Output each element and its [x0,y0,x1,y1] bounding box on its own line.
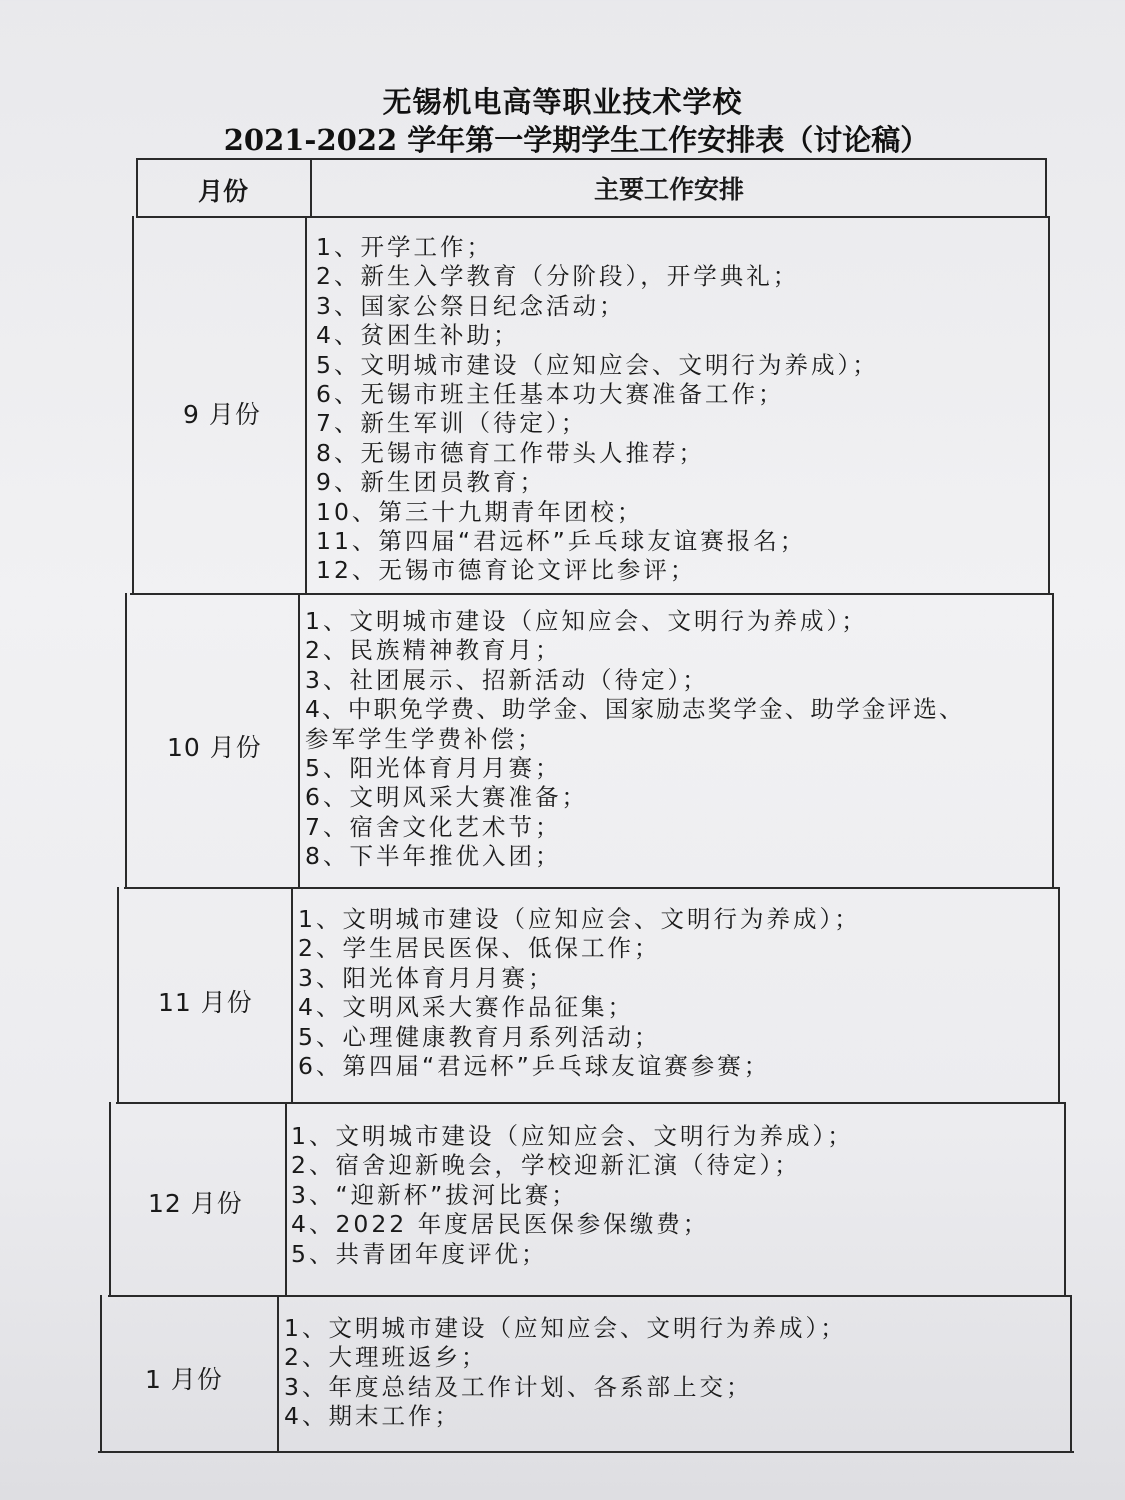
list-item: 5、阳光体育月月赛； [305,754,562,783]
table-left-border-6 [100,1295,102,1453]
list-item: 3、年度总结及工作计划、各系部上交； [284,1372,753,1401]
table-left-border-5 [109,1102,111,1297]
table-right-border-6 [1070,1295,1072,1453]
list-item: 5、共青团年度评优； [291,1239,548,1268]
header-month: 月份 [198,177,249,206]
header-work-arrangements: 主要工作安排 [594,175,745,204]
list-item: 1、文明城市建设（应知应会、文明行为养成）； [284,1314,847,1342]
column-divider-6 [277,1295,279,1453]
items-november [298,905,861,1081]
items-october [305,607,965,872]
list-item: 3、阳光体育月月赛； [298,963,555,992]
month-november: 11 月份 [158,988,253,1017]
list-item: 4、文明风采大赛作品征集； [298,993,634,1022]
list-item: 4、2022 年度居民医保参保缴费； [291,1210,710,1239]
table-right-border-4 [1058,887,1060,1104]
list-item: 10、第三十九期青年团校； [316,497,644,526]
list-item: 2、学生居民医保、低保工作； [298,934,661,963]
month-december: 12 月份 [148,1189,243,1218]
column-divider-4 [291,887,293,1104]
document-title-schedule: 2021-2022 学年第一学期学生工作安排表（讨论稿） [223,123,930,157]
column-divider-2 [305,216,307,595]
list-item: 7、新生军训（待定）； [316,409,588,438]
table-top-border [138,158,1046,160]
table-right-border-5 [1064,1102,1066,1297]
table-left-border-4 [117,887,119,1104]
list-item: 2、民族精神教育月； [305,636,562,665]
table-header-bottom-border [136,216,1048,218]
column-divider-1 [310,158,312,218]
list-item: 4、贫困生补助； [316,321,520,350]
table-bottom-border [98,1451,1074,1453]
month-september: 9 月份 [183,400,261,429]
table-left-border-3 [125,593,127,889]
list-item: 4、期末工作； [284,1402,461,1431]
list-item: 6、文明风采大赛准备； [305,783,588,812]
list-item: 8、下半年推优入团； [305,842,562,871]
table-left-border [136,158,138,218]
list-item: 3、国家公祭日纪念活动； [316,291,626,320]
list-item: 11、第四届“君远杯”乒乓球友谊赛报名； [316,527,807,556]
document-title-school: 无锡机电高等职业技术学校 [382,85,743,119]
list-item: 9、新生团员教育； [316,468,546,497]
list-item: 2、新生入学教育（分阶段），开学典礼； [316,262,800,291]
list-item: 5、文明城市建设（应知应会、文明行为养成）； [316,350,879,379]
list-item: 3、“迎新杯”拔河比赛； [291,1180,578,1209]
list-item: 3、社团展示、招新活动（待定）； [305,665,709,694]
list-item: 1、文明城市建设（应知应会、文明行为养成）； [298,905,861,933]
column-divider-3 [298,593,300,889]
month-october: 10 月份 [167,733,262,762]
list-item: 12、无锡市德育论文评比参评； [316,556,697,585]
items-january [284,1314,847,1432]
list-item: 7、宿舍文化艺术节； [305,812,562,841]
row-separator-9-10 [130,593,1052,595]
list-item: 5、心理健康教育月系列活动； [298,1022,661,1051]
list-item: 8、无锡市德育工作带头人推荐； [316,438,705,467]
column-divider-5 [285,1102,287,1297]
table-left-border-2 [132,216,134,595]
list-item: 1、文明城市建设（应知应会、文明行为养成）； [291,1122,854,1150]
list-item: 2、大理班返乡； [284,1343,488,1372]
row-separator-10-11 [124,887,1060,889]
row-separator-11-12 [116,1102,1064,1104]
table-right-border-2 [1048,216,1050,595]
month-january: 1 月份 [145,1365,223,1394]
list-item: 4、中职免学费、助学金、国家励志奖学金、助学金评选、 [305,695,965,724]
list-item: 1、开学工作； [316,233,493,261]
table-right-border-3 [1052,593,1054,889]
items-september [316,233,879,586]
list-item: 6、无锡市班主任基本功大赛准备工作； [316,380,785,409]
list-item: 2、宿舍迎新晚会，学校迎新汇演（待定）； [291,1151,801,1180]
list-item: 参军学生学费补偿； [305,724,544,753]
row-separator-12-1 [108,1295,1070,1297]
list-item: 6、第四届“君远杯”乒乓球友谊赛参赛； [298,1052,771,1081]
list-item: 1、文明城市建设（应知应会、文明行为养成）； [305,607,868,635]
items-december [291,1122,854,1269]
table-right-border [1045,158,1047,218]
